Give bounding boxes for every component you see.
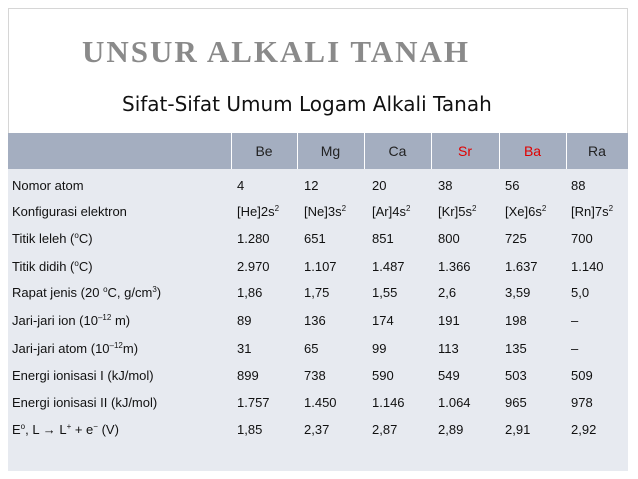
header-divider xyxy=(431,133,432,169)
table-cell: $[Ne]3s^2$ xyxy=(304,204,347,219)
table-cell: 20 xyxy=(372,178,387,193)
table-cell: 1.140 xyxy=(571,259,604,274)
table-cell: 899 xyxy=(237,368,259,383)
table-cell: 2,87 xyxy=(372,422,398,437)
table-cell: 1,75 xyxy=(304,285,330,300)
table-cell: 1.487 xyxy=(372,259,405,274)
slide-title: UNSUR ALKALI TANAH xyxy=(82,34,470,69)
table-cell: 5,0 xyxy=(571,285,590,300)
table-row xyxy=(8,174,628,198)
table-cell: $[Xe]6s^2$ xyxy=(505,204,547,219)
table-cell: $[Rn]7s^2$ xyxy=(571,204,614,219)
row-label: Titik didih ($^o$C) xyxy=(12,259,93,274)
table-cell: – xyxy=(571,313,579,328)
header-divider xyxy=(297,133,298,169)
table-cell: 136 xyxy=(304,313,326,328)
column-header-mg: Mg xyxy=(320,143,341,159)
table-row xyxy=(8,309,628,333)
table-cell: 1.450 xyxy=(304,395,337,410)
table-cell: 503 xyxy=(505,368,527,383)
table-header-row xyxy=(8,133,628,169)
table-cell: 2.970 xyxy=(237,259,270,274)
row-label: Rapat jenis (20 $^o$C, $g/cm^3$) xyxy=(12,285,162,300)
table-cell: $[Ar]4s^2$ xyxy=(372,204,411,219)
table-cell: 1.366 xyxy=(438,259,471,274)
row-label: Konfigurasi elektron xyxy=(12,204,127,219)
table-cell: 4 xyxy=(237,178,245,193)
table-cell: 2,6 xyxy=(438,285,457,300)
table-cell: 174 xyxy=(372,313,394,328)
table-cell: 725 xyxy=(505,231,527,246)
table-cell: 198 xyxy=(505,313,527,328)
table-cell: 135 xyxy=(505,341,527,356)
table-cell: 12 xyxy=(304,178,319,193)
header-divider xyxy=(364,133,365,169)
table-cell: 1.064 xyxy=(438,395,471,410)
table-cell: 31 xyxy=(237,341,252,356)
row-label: Titik leleh ($^o$C) xyxy=(12,231,93,246)
table-cell: – xyxy=(571,341,579,356)
table-cell: 978 xyxy=(571,395,593,410)
table-cell: 113 xyxy=(438,341,459,356)
table-cell: $[Kr]5s^2$ xyxy=(438,204,477,219)
table-cell: 3,59 xyxy=(505,285,531,300)
table-cell: 2,37 xyxy=(304,422,330,437)
table-cell: 56 xyxy=(505,178,520,193)
column-header-be: Be xyxy=(255,143,273,159)
table-row xyxy=(8,391,628,415)
row-label: Jari-jari ion ($10^{-12}$ m) xyxy=(12,313,131,328)
table-cell: 1.637 xyxy=(505,259,538,274)
table-cell: 65 xyxy=(304,341,319,356)
table-cell: 651 xyxy=(304,231,326,246)
table-cell: 2,92 xyxy=(571,422,597,437)
table-cell: 191 xyxy=(438,313,460,328)
table-cell: 1.757 xyxy=(237,395,270,410)
row-label: Jari-jari atom $(10^{-12}m)$ xyxy=(12,341,139,356)
header-divider xyxy=(566,133,567,169)
column-header-ba: Ba xyxy=(523,143,542,159)
properties-table xyxy=(8,133,628,471)
table-cell: 1,55 xyxy=(372,285,398,300)
table-row xyxy=(8,281,628,305)
table-cell: 1.107 xyxy=(304,259,337,274)
table-cell: 800 xyxy=(438,231,460,246)
table-cell: 88 xyxy=(571,178,586,193)
table-cell: 89 xyxy=(237,313,252,328)
table-cell: 851 xyxy=(372,231,394,246)
slide-subtitle: Sifat-Sifat Umum Logam Alkali Tanah xyxy=(122,92,492,116)
table-cell: 738 xyxy=(304,368,326,383)
column-header-sr: Sr xyxy=(458,143,472,159)
table-row xyxy=(8,255,628,279)
table-cell: 99 xyxy=(372,341,387,356)
row-label: Energi ionisasi II (kJ/mol) xyxy=(12,395,158,410)
column-header-ca: Ca xyxy=(388,143,407,159)
table-cell: 965 xyxy=(505,395,527,410)
table-row xyxy=(8,418,628,442)
table-cell: 1,85 xyxy=(237,422,263,437)
table-cell: 549 xyxy=(438,368,460,383)
table-cell: 1.280 xyxy=(237,231,270,246)
table-cell: 590 xyxy=(372,368,394,383)
table-cell: 1,86 xyxy=(237,285,263,300)
table-cell: 38 xyxy=(438,178,453,193)
table-row xyxy=(8,227,628,251)
header-divider xyxy=(231,133,232,169)
row-label: Energi ionisasi I (kJ/mol) xyxy=(12,368,154,383)
column-header-ra: Ra xyxy=(588,143,606,159)
table-row xyxy=(8,364,628,388)
table-row xyxy=(8,337,628,361)
table-cell: 1.146 xyxy=(372,395,405,410)
table-cell: 2,91 xyxy=(505,422,531,437)
row-label: $E^o$, L → L+ + e− (V) xyxy=(12,422,119,437)
header-divider xyxy=(499,133,500,169)
table-cell: 509 xyxy=(571,368,593,383)
table-cell: $[He]2s^2$ xyxy=(237,204,280,219)
table-row xyxy=(8,200,628,224)
row-label: Nomor atom xyxy=(12,178,84,193)
table-cell: 2,89 xyxy=(438,422,464,437)
table-cell: 700 xyxy=(571,231,593,246)
